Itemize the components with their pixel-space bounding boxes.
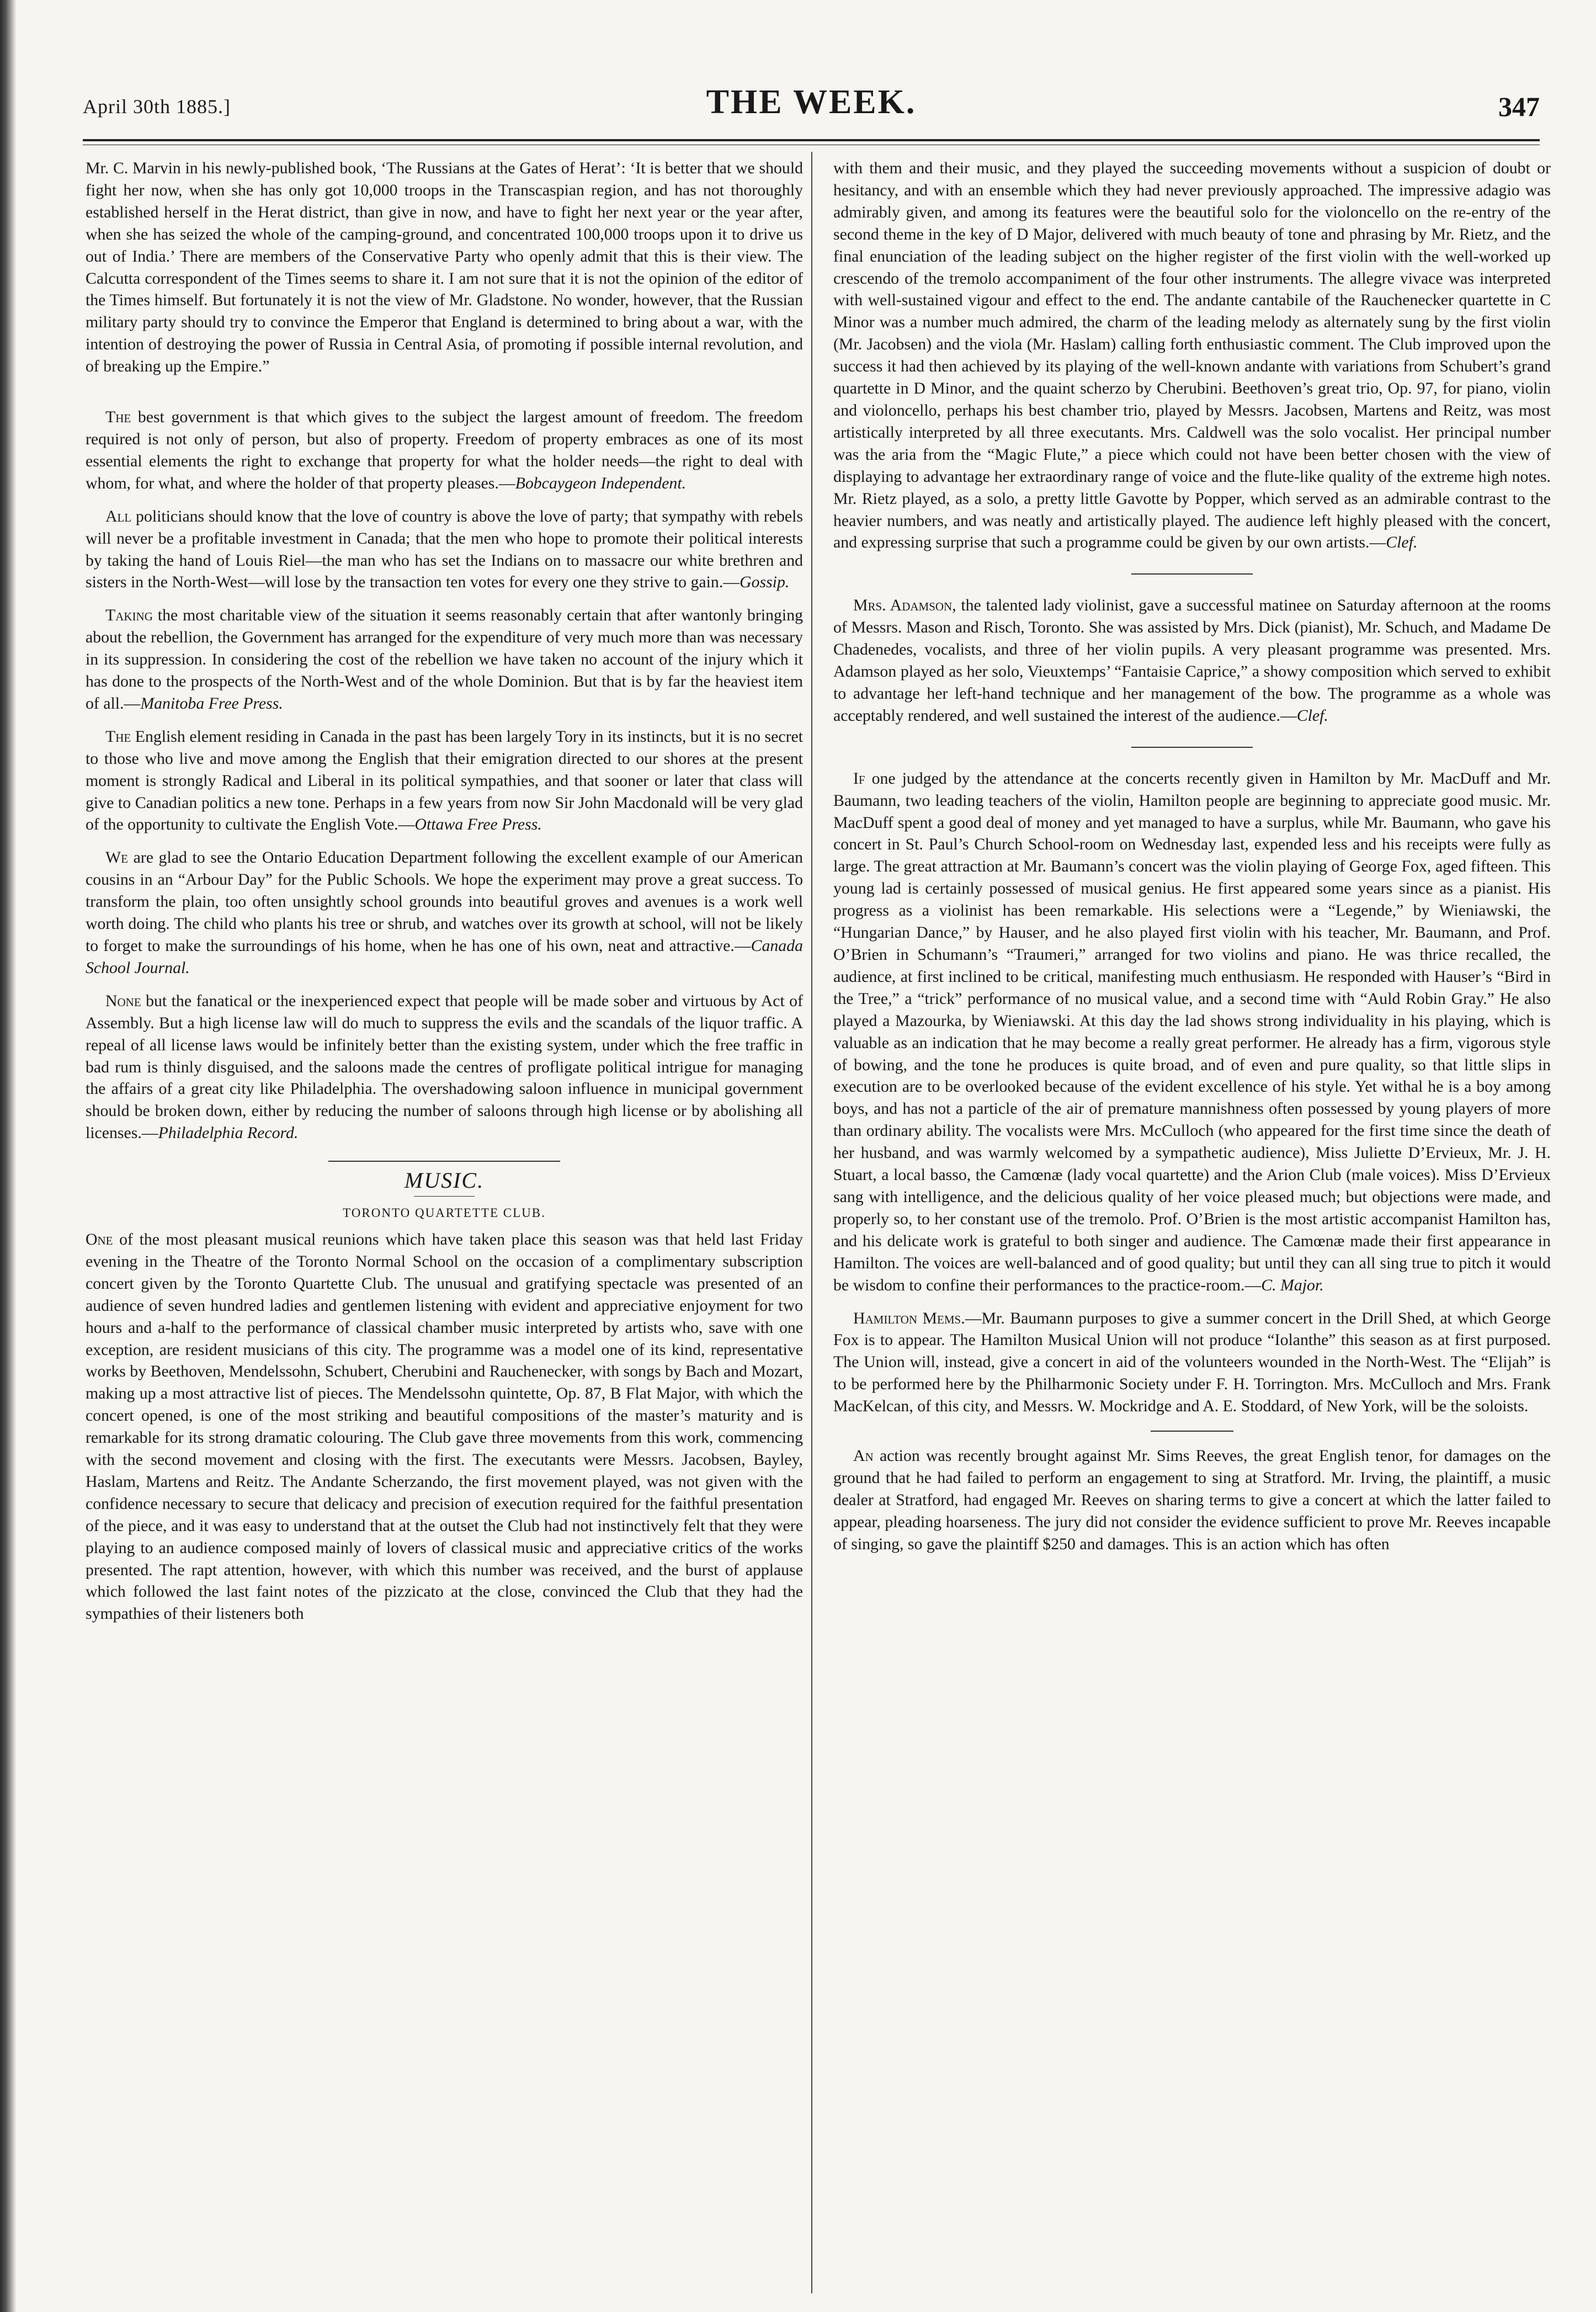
source-credit: Clef. — [1296, 706, 1328, 725]
issue-date: April 30th 1885.] — [83, 95, 231, 118]
article-high-license — [86, 990, 803, 1144]
source-credit: Bobcaygeon Independent. — [515, 474, 687, 492]
article-text: action was recently brought against Mr. Sims Reeves, the great English tenor, for damages on the ground that he had failed to perform an engagement to sing at Stratford. Mr. Irving, the plaintiff, a music dealer at Stratford, had engaged Mr. Reeves on sharing terms to give a concert at which the latter failed to appear, pleading hoarseness. The jury did not consider the evidence sufficient to prove Mr. Reeves incapable of singing, so gave the plaintiff $250 and damages. This is an action which has often — [833, 1447, 1551, 1553]
source-credit: C. Major. — [1261, 1275, 1324, 1294]
article-text: the most charitable view of the situation it seems reasonably certain that after wantonly bringing about the rebellion, the Government has arranged for the expenditure of very much more than was necessary in its suppression. In considering the cost of the rebellion we have taken no account of the injury which it has done to the prospects of the North-West and of the whole Dominion. But that is by far the heaviest item of all.— — [86, 606, 803, 713]
article-text: but the fanatical or the inexperienced expect that people will be made sober and virtuous by Act of Assembly. But a high license law will do much to suppress the evils and the scandals of the liquor traffic. A repeal of all license laws would be infinitely better than the existing system, under which the free traffic in bad rum is thinly disguised, and the saloons made the centres of profligate political intrigue for managing the affairs of a great city like Philadelphia. The overshadowing saloon influence in municipal government should be broken down, either by reducing the number of saloons through high license or by abolishing all licenses.— — [86, 991, 803, 1142]
header-rule-thick — [83, 139, 1540, 141]
article-quartette-continued — [833, 157, 1551, 554]
article-text: politicians should know that the love of country is above the love of party; that sympathy with rebels will never be a profitable investment in Canada; that the men who hope to promote their political interests by taking the hand of Louis Riel—the man who has set the Indians on to massacre our white brethren and sisters in the North-West—will lose by the transaction ten votes for every one they strive to gain.— — [86, 507, 803, 592]
source-credit: Gossip. — [740, 573, 790, 592]
page-header — [83, 83, 1540, 132]
article-politicians — [86, 506, 803, 594]
article-hamilton-concerts — [833, 768, 1551, 1296]
article-best-government — [86, 406, 803, 495]
article-hamilton-mems — [833, 1308, 1551, 1418]
lead-word: Mrs. Adamson — [853, 596, 953, 615]
article-adamson-matinee — [833, 594, 1551, 726]
source-credit: Clef. — [1386, 533, 1418, 552]
masthead-title: THE WEEK. — [706, 83, 917, 121]
lead-word: We — [105, 848, 128, 867]
lead-word: If — [853, 769, 865, 788]
right-column — [833, 157, 1551, 1555]
article-english-element — [86, 726, 803, 836]
lead-word: The — [105, 408, 131, 427]
lead-word: An — [853, 1447, 874, 1465]
article-quartette-club — [86, 1229, 803, 1625]
article-text: English element residing in Canada in the past has been largely Tory in its instincts, but it is no secret to those who live and move among the English that their emigration directed to our shores at the present moment is strongly Radical and Liberal in its political sympathies, and that sooner or later that class will give to Canadian politics a new tone. Perhaps in a few years from now Sir John Macdonald will be very glad of the opportunity to cultivate the English Vote.— — [86, 727, 803, 834]
source-credit: Manitoba Free Press. — [140, 694, 283, 713]
lead-word: One — [86, 1230, 113, 1248]
article-sims-reeves — [833, 1445, 1551, 1555]
section-title-music: MUSIC. — [404, 1168, 485, 1193]
lead-word: The — [105, 727, 131, 746]
lead-word: All — [105, 507, 132, 525]
source-credit: Ottawa Free Press. — [414, 815, 542, 834]
article-text: with them and their music, and they played the succeeding movements without a suspicion of doubt or hesitancy, and with an ensemble which they had never previously approached. The impressive adagio was admirably given, and among its features were the beautiful solo for the violoncello on the re-entry of the second theme in the key of D Major, delivered with much beauty of tone and phrasing by Mr. Rietz, and the final enunciation of the leading subject on the higher register of the first violin with the well-worked up crescendo of the tremolo accompaniment of the four other instruments. The allegre vivace was interpreted with well-sustained vigour and effect to the end. The andante cantabile of the Rauchenecker quartette in C Minor was a number much admired, the charm of the leading melody as alternately sung by the first violin (Mr. Jacobsen) and the viola (Mr. Haslam) calling forth enthusiastic comment. The Club improved upon the success it had then achieved by its playing of the well-known andante with variations from Schubert’s grand quartette in D Minor, and the quaint scherzo by Cherubini. Beethoven’s great trio, Op. 97, for piano, violin and violoncello, perhaps his best chamber trio, played by Messrs. Jacobsen, Martens and Reitz, was most artistically interpreted by all three executants. Mrs. Caldwell was the solo vocalist. Her principal number was the aria from the “Magic Flute,” a piece which could not have been better chosen with the view of displaying to advantage her extraordinary range of voice and the flute-like quality of the extreme high notes. Mr. Rietz played, as a solo, a pretty little Gavotte by Popper, which served as an admirable contrast to the heavier numbers, and was neatly and artistically played. The audience left highly pleased with the concert, and expressing surprise that such a programme could be given by our own artists.— — [833, 159, 1551, 552]
source-credit: Canada School Journal. — [86, 937, 803, 977]
subsection-rule — [414, 1196, 475, 1197]
article-text: best government is that which gives to the subject the largest amount of freedom. The freedom required is not only of person, but also of property. Freedom of property embraces as one of its most essential elements the right to exchange that property for what the holder needs—the right to deal with whom, for what, and where the holder of that property pleases.— — [86, 408, 803, 492]
article-rebellion-cost — [86, 604, 803, 715]
lead-word: Taking — [105, 606, 153, 625]
section-rule — [328, 1161, 560, 1162]
article-text: , the talented lady violinist, gave a successful matinee on Saturday afternoon at the rooms of Messrs. Mason and Risch, Toronto. She was assisted by Mrs. Dick (pianist), Mr. Schuch, and Madame De Chadenedes, vocalists, and three of her violin pupils. A very pleasant programme was presented. Mrs. Adamson played as her solo, Vieuxtemps’ “Fantaisie Caprice,” a showy composition which served to exhibit to advantage her left-hand technique and her management of the bow. The programme as a whole was acceptably rendered, and well sustained the interest of the audience.— — [833, 596, 1551, 725]
article-separator — [1131, 747, 1253, 748]
source-credit: Philadelphia Record. — [158, 1124, 299, 1142]
article-marvin-continued: Mr. C. Marvin in his newly-published book, ‘The Russians at the Gates of Herat’: ‘It is better that we should fight her now, when she has only got 10,000 troops in the Transcaspian region, and has not thoroughly established herself in the Herat district, than give in now, and have to fight her next year or the year after, when she has seized the whole of the camping-ground, and concentrated 100,000 troops upon it to drive us out of India.’ There are members of the Conservative Party who openly admit that this is their view. The Calcutta correspondent of the Times seems to share it. I am not sure that it is not the opinion of the editor of the Times himself. But fortunately it is not the view of Mr. Gladstone. No wonder, however, that the Russian military party should try to convince the Emperor that England is determined to bring about a war, with the intention of destroying the power of Russia in Central Asia, of promoting if possible internal revolution, and of breaking up the Empire.” — [86, 159, 803, 376]
article-text: —Mr. Baumann purposes to give a summer concert in the Drill Shed, at which George Fox is to appear. The Hamilton Musical Union will not produce “Iolanthe” this season as at first purposed. The Union will, instead, give a concert in aid of the volunteers wounded in the North-West. The “Elijah” is to be performed here by the Philharmonic Society under F. H. Torrington. Mrs. McCulloch and Mrs. Frank MacKelcan, of this city, and Messrs. W. Mockridge and A. E. Stoddard, of New York, will be the soloists. — [833, 1309, 1551, 1416]
lead-word: None — [105, 991, 141, 1010]
article-text: one judged by the attendance at the concerts recently given in Hamilton by Mr. MacDuff and Mr. Baumann, two leading teachers of the violin, Hamilton people are beginning to appreciate good music. Mr. MacDuff spent a good deal of money and yet managed to have a surplus, while Mr. Baumann, who gave his concert in St. Paul’s Church School-room on Wednesday last, expended less and his receipts were fully as large. The great attraction at Mr. Baumann’s concert was the violin playing of George Fox, aged fifteen. This young lad is certainly possessed of musical genius. He first appeared some years since as a pianist. His progress as a violinist has been remarkable. His selections were a “Legende,” by Wieniawski, the “Hungarian Dance,” by Hauser, and he also played first violin with his teacher, Mr. Baumann, and Prof. O’Brien in Schumann’s “Traumeri,” arranged for two violins and piano. He was thrice recalled, the audience, at first inclined to be critical, manifesting much enthusiasm. He responded with Hauser’s “Bird in the Tree,” a “trick” performance of no musical value, and a second time with “Auld Robin Gray.” He also played a Mazourka, by Wieniawski. At this day the lad shows strong individuality in his playing, which is valuable as an indication that he may become a really great performer. He already has a firm, vigorous style of bowing, and the tone he produces is quite broad, and of even and pure quality, so that little slips in execution are to be overlooked because of the evident excellence of his style. Yet withal he is a boy among boys, and has not a particle of the air of premature mannishness often possessed by young players of more than ordinary ability. The vocalists were Mrs. McCulloch (who appeared for the first time since the death of her husband, and was warmly welcomed by a sympathetic audience), Miss Juliette D’Ervieux, Mr. J. H. Stuart, a local basso, the Camœnæ (lady vocal quartette) and the Arion Club (male voices). Miss D’Ervieux sang with intelligence, and the delicious quality of her voice pleased much; but objections were made, and properly so, to her constant use of the tremolo. Prof. O’Brien is the most artistic accompanist Hamilton has, and his delicate work is grateful to both singer and audience. The Camœnæ made their first appearance in Hamilton. The voices are well-balanced and of good quality; but until they can all sing true to pitch it would be wisdom to confine their performances to the practice-room.— — [833, 769, 1551, 1294]
subsection-title-quartette-club: TORONTO QUARTETTE CLUB. — [343, 1206, 546, 1220]
article-separator — [1151, 1431, 1233, 1432]
article-text: are glad to see the Ontario Education Department following the excellent example of our American cousins in an “Arbour Day” for the Public Schools. We hope the experiment may prove a great success. To transform the plain, too often unsightly school grounds into beautiful groves and avenues is a work well worth doing. The child who plants his tree or shrub, and watches over its growth at school, will not be likely to forget to make the surroundings of his home, when he has one of his own, neat and attractive.— — [86, 848, 803, 955]
article-text: of the most pleasant musical reunions which have taken place this season was that held last Friday evening in the Theatre of the Toronto Normal School on the occasion of a complimentary subscription concert given by the Toronto Quartette Club. The unusual and gratifying spectacle was presented of an audience of seven hundred ladies and gentlemen listening with evident and appreciative enjoyment for two hours and a-half to the performance of classical chamber music interpreted by artists who, save with one exception, are resident musicians of this city. The programme was a model one of its kind, representative works by Beethoven, Mendelssohn, Schubert, Cherubini and Rauchenecker, with songs by Bach and Mozart, making up a most attractive list of pieces. The Mendelssohn quintette, Op. 87, B Flat Major, with which the concert opened, is one of the most striking and beautiful compositions of the master’s maturity and is remarkable for its strong dramatic colouring. The Club gave three movements from this work, commencing with the second movement and closing with the first. The executants were Messrs. Jacobsen, Bayley, Haslam, Martens and Reitz. The Andante Scherzando, the first movement played, was not given with the confidence necessary to secure that delicacy and precision of execution required for the faithful presentation of the piece, and it was easy to understand that at the outset the Club had not instinctively felt that they were playing to an audience composed mainly of lovers of classical music and appreciative critics of the works presented. The rapt attention, however, with which this number was received, and the burst of applause which followed the last faint notes of the pizzicato at the close, convinced the Club that they had the sympathies of their listeners both — [86, 1230, 803, 1623]
lead-word: Hamilton Mems. — [853, 1309, 965, 1327]
article-separator — [1131, 573, 1253, 575]
page-number: 347 — [1498, 91, 1540, 122]
binding-edge — [0, 0, 17, 2312]
column-divider — [811, 152, 812, 2293]
left-column — [86, 157, 803, 1625]
article-arbour-day — [86, 847, 803, 979]
